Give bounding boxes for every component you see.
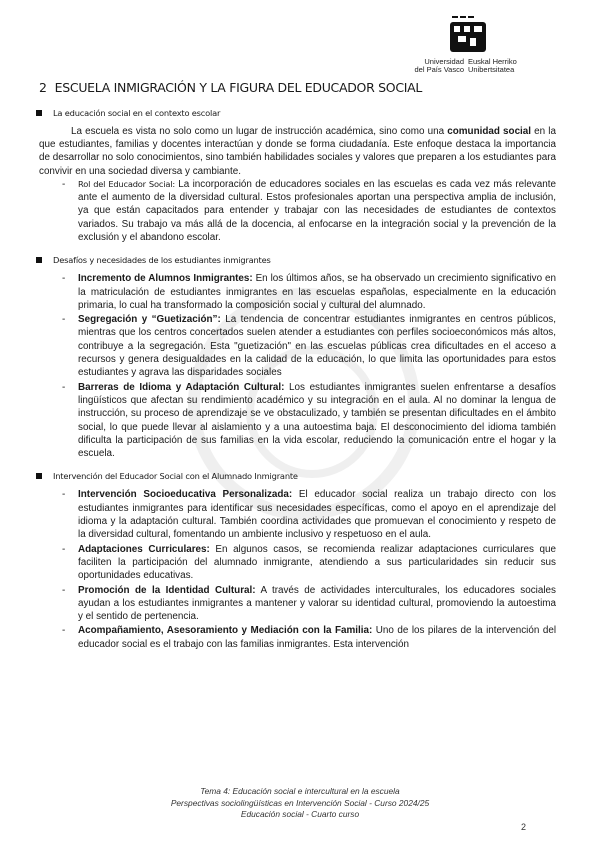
challenges-list bbox=[63, 272, 556, 460]
subsection-title-context: La educación social en el contexto escolar bbox=[36, 108, 556, 118]
document-body bbox=[39, 80, 556, 652]
square-bullet-icon bbox=[36, 473, 42, 479]
list-item: - Rol del Educador Social: La incorporación de educadores sociales en las escuelas es cada vez más relevante ante el aumento de la diversidad cultural. Estos profesionales aportan una perspectiva amplia de inclusión, ya que están capacitados para entender y trabajar con las necesidades de estudiantes de contextos variados. Su trabajo va más allá de la docencia, al enfocarse en la integración social y la prevención de la exclusión y el abandono escolar. bbox=[63, 178, 556, 244]
page-number: 2 bbox=[521, 822, 527, 832]
rol-list bbox=[63, 178, 556, 244]
upv-ehu-logo-icon bbox=[448, 14, 488, 54]
section-heading: 2 ESCUELA INMIGRACIÓN Y LA FIGURA DEL EDUCADOR SOCIAL bbox=[39, 80, 423, 95]
list-item: - Incremento de Alumnos Inmigrantes: En los últimos años, se ha observado un crecimiento significativo en la matriculación de estudiantes inmigrantes en las escuelas españolas, especialmente en la educación primaria, lo cual ha transformado la composición social y cultural del alumnado. bbox=[63, 272, 556, 312]
university-logo bbox=[402, 14, 532, 74]
square-bullet-icon bbox=[36, 257, 42, 263]
list-item: - Acompañamiento, Asesoramiento y Mediación con la Familia: Uno de los pilares de la intervención del educador social es el trabajo con las familias inmigrantes. Esta intervención bbox=[63, 624, 556, 651]
list-item: - Intervención Socioeducativa Personalizada: El educador social realiza un trabajo directo con los estudiantes inmigrantes para identificar sus necesidades específicas, como el apoyo en el aprendizaje del idioma y la adaptación cultural. También coordina actividades que promuevan el conocimiento y respeto de la diversidad cultural, fomentando un ambiente inclusivo y respetuoso en el aula. bbox=[63, 488, 556, 541]
list-item: - Adaptaciones Curriculares: En algunos casos, se recomienda realizar adaptaciones curriculares que faciliten la participación del alumnado inmigrante, atendiendo a sus particularidades sin reducir sus oportunidades educativas. bbox=[63, 543, 556, 583]
subsection-title-challenges: Desafíos y necesidades de los estudiantes inmigrantes bbox=[36, 255, 556, 265]
subsection-title-intervention: Intervención del Educador Social con el Alumnado Inmigrante bbox=[36, 471, 556, 481]
logo-name-eu: Euskal Herriko Unibertsitatea bbox=[468, 57, 517, 74]
list-item: - Segregación y “Guetización”: La tendencia de concentrar estudiantes inmigrantes en centros públicos, mientras que los centros concertados suelen atender a estudiantes con perfiles socioeconómicos más altos, contribuye a la segregación. Esta "guetización" en las escuelas públicas crea dificultades en el acceso a recursos y genera desigualdades en la calidad de la educación, lo que limita las oportunidades para estos estudiantes y agrava las disparidades sociales bbox=[63, 313, 556, 379]
list-item: - Promoción de la Identidad Cultural: A través de actividades interculturales, los educadores sociales ayudan a los estudiantes inmigrantes a mantener y valorar su identidad cultural, promoviendo la autoestima y el sentido de pertenencia. bbox=[63, 584, 556, 624]
list-item: - Barreras de Idioma y Adaptación Cultural: Los estudiantes inmigrantes suelen enfrentarse a desafíos lingüísticos que afectan su rendimiento académico y su integración en el aula. Al no dominar la lengua de instrucción, su proceso de aprendizaje se ve obstaculizado, y también se presentan dificultades en el ámbito social, lo que puede llevar al aislamiento y a una autoestima baja. El desconocimiento del idioma también dificulta la participación de sus familias en la vida escolar, reduciendo la comunicación entre el hogar y la escuela. bbox=[63, 381, 556, 461]
logo-name-es: Universidad del País Vasco bbox=[414, 57, 464, 74]
intro-paragraph: La escuela es vista no solo como un lugar de instrucción académica, sino como una comunidad social en la que estudiantes, familias y docentes interactúan y donde se forma ciudadanía. Este enfoque destaca la importancia de desarrollar no solo conocimientos, sino también habilidades sociales y valores que preparen a los estudiantes para convivir en una sociedad diversa y cambiante. bbox=[39, 126, 556, 177]
intervention-list bbox=[63, 488, 556, 651]
square-bullet-icon bbox=[36, 110, 42, 116]
page-footer: Tema 4: Educación social e intercultural en la escuela Perspectivas sociolingüísticas en Intervención Social - Curso 2024/25 Educación social - Cuarto curso bbox=[170, 786, 430, 819]
